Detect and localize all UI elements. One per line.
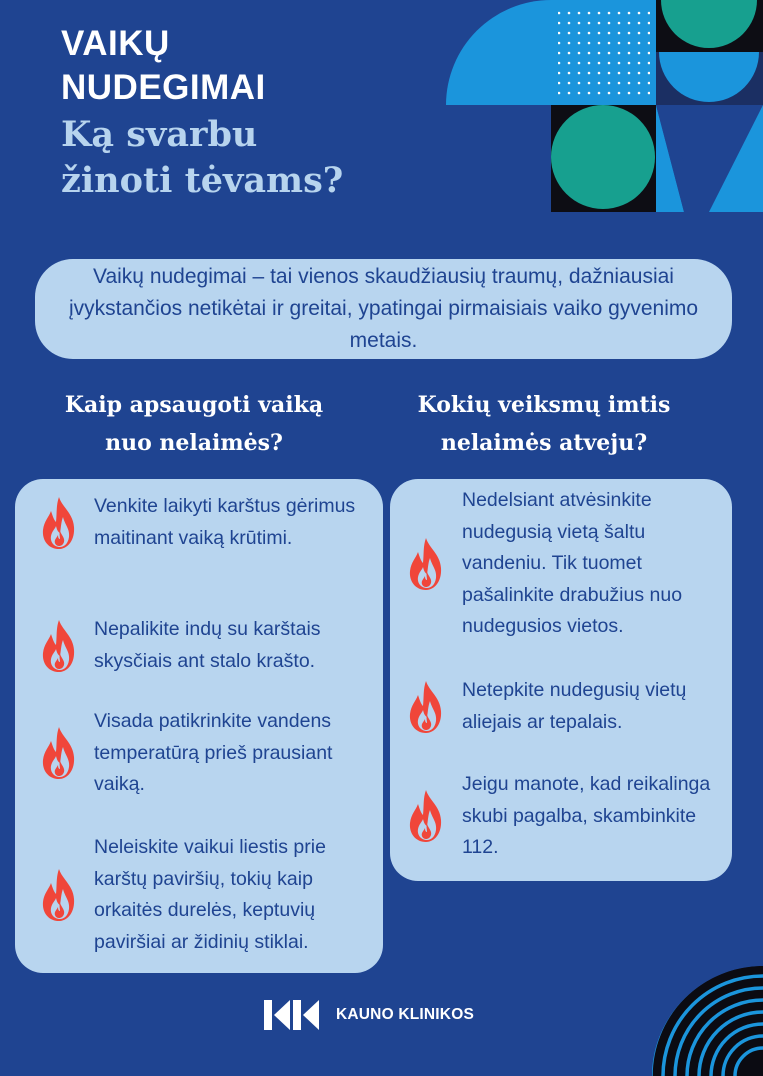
- right-column-heading: [394, 386, 694, 462]
- list-item-text: Neleiskite vaikui liestis prie karštų paviršių, tokių kaip orkaitės durelės, keptuvių paviršiai ar židinių stiklai.: [94, 836, 326, 953]
- title-block: [61, 22, 343, 204]
- right-heading-line-1: Kokių veiksmų imtis: [417, 392, 671, 418]
- right-heading-line-2: nelaimės atveju?: [440, 430, 648, 456]
- fire-icon: [406, 788, 446, 844]
- kauno-klinikos-logo: [264, 1000, 474, 1030]
- list-item-text: Venkite laikyti karštus gėrimus maitinant vaiką krūtimi.: [94, 495, 356, 549]
- fire-icon: [39, 495, 79, 551]
- kk-logo-icon: [264, 1000, 320, 1030]
- list-item-text: Netepkite nudegusių vietų aliejais ar tepalais.: [462, 679, 687, 733]
- left-heading-line-1: Kaip apsaugoti vaiką: [64, 392, 324, 418]
- subtitle-line-2: žinoti tėvams?: [61, 160, 344, 201]
- list-item: [39, 491, 379, 554]
- list-item: [39, 832, 379, 958]
- prevention-card: [15, 479, 383, 973]
- page-subtitle: [61, 112, 343, 204]
- list-item-text: Nedelsiant atvėsinkite nudegusią vietą šaltu vandeniu. Tik tuomet pašalinkite drabužius nuo nudegusios vietos.: [462, 489, 683, 637]
- list-item: [39, 706, 379, 801]
- list-item-text: Nepalikite indų su karštais skysčiais ant stalo krašto.: [94, 618, 321, 672]
- fire-icon: [39, 867, 79, 923]
- list-item-text: Visada patikrinkite vandens temperatūrą prieš prausiant vaiką.: [94, 710, 333, 795]
- fire-icon: [39, 725, 79, 781]
- left-heading-line-2: nuo nelaimės?: [105, 430, 283, 456]
- page-title: [61, 22, 343, 110]
- list-item: [406, 485, 726, 643]
- first-aid-card: [390, 479, 732, 881]
- title-line-1: VAIKŲ: [61, 24, 170, 63]
- fire-icon: [406, 536, 446, 592]
- list-item: [406, 769, 726, 864]
- list-item: [39, 614, 379, 677]
- subtitle-line-1: Ką svarbu: [61, 114, 258, 155]
- fire-icon: [406, 679, 446, 735]
- arcs-decoration-bottom: [644, 958, 763, 1076]
- list-item-text: Jeigu manote, kad reikalinga skubi pagalba, skambinkite 112.: [462, 773, 711, 858]
- fire-icon: [39, 618, 79, 674]
- intro-text: Vaikų nudegimai – tai vienos skaudžiausių traumų, dažniausiai įvykstančios netikėtai ir greitai, ypatingai pirmaisiais vaiko gyvenimo metais.: [35, 259, 732, 359]
- logo-text: KAUNO KLINIKOS: [336, 1006, 474, 1023]
- geometric-decoration-top: [446, 0, 763, 212]
- left-column-heading: [20, 386, 368, 462]
- list-item: [406, 675, 726, 738]
- title-line-2: NUDEGIMAI: [61, 68, 266, 107]
